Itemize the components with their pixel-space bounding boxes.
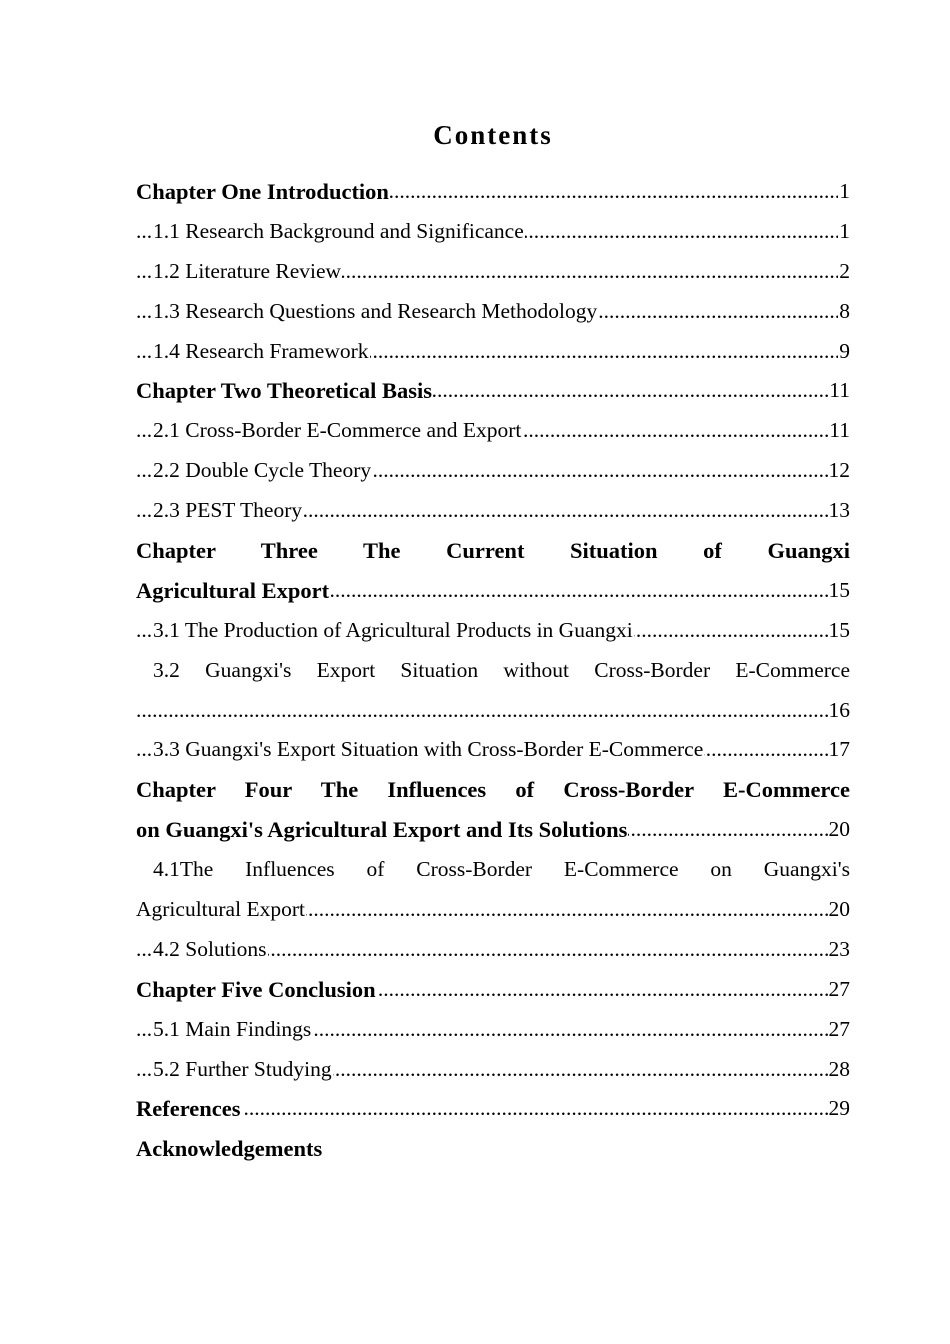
toc-entry-label: 1.2 Literature Review (153, 258, 342, 283)
toc-entry-3-3[interactable] (136, 730, 850, 770)
toc-entry-page: 11 (828, 371, 850, 411)
toc-entry-1-4[interactable] (136, 332, 850, 372)
toc-entry-page: 15 (828, 571, 851, 611)
toc-entry-label: Chapter Five Conclusion (136, 976, 376, 1002)
toc-entry-label: 2.2 Double Cycle Theory (153, 458, 372, 483)
toc-entry-4-2[interactable] (136, 930, 850, 970)
toc-entry-label: on Guangxi's Agricultural Export and Its Solutions (136, 817, 628, 843)
toc-entry-5-2[interactable] (136, 1050, 850, 1090)
toc-entry-3-2-line2[interactable] (136, 691, 850, 731)
toc-entry-2-3[interactable] (136, 491, 850, 531)
toc-entry-label: References (136, 1096, 241, 1122)
toc-entry-chapter-two[interactable] (136, 371, 850, 411)
toc-entry-page: 1 (838, 212, 850, 252)
toc-entry-references[interactable] (136, 1089, 850, 1129)
toc-entry-page: 15 (828, 611, 851, 651)
toc-entry-label: 5.2 Further Studying (153, 1056, 332, 1081)
toc-entry-label: Chapter Two Theoretical Basis (136, 378, 433, 404)
toc-entry-page: 17 (828, 730, 851, 770)
toc-entry-page: 9 (838, 332, 850, 372)
toc-entry-4-1-line1[interactable]: 4.1The Influences of Cross-Border E-Commerce on Guangxi's (153, 857, 850, 882)
toc-entry-label: 3.1 The Production of Agricultural Products in Guangxi (153, 617, 633, 642)
toc-entry-label: 2.1 Cross-Border E-Commerce and Export (153, 418, 522, 443)
toc-entry-3-2-line1[interactable]: 3.2 Guangxi's Export Situation without Cross-Border E-Commerce (153, 657, 850, 682)
toc-entry-label: 4.2 Solutions (153, 936, 267, 961)
toc-entry-label: 2.3 PEST Theory (153, 498, 303, 523)
toc-entry-page: 27 (828, 1010, 851, 1050)
toc-entry-chapter-three-line1[interactable]: Chapter Three The Current Situation of Guangxi (136, 538, 850, 564)
toc-entry-page: 20 (828, 890, 851, 930)
toc-entry-label: 1.3 Research Questions and Research Methodology (153, 298, 598, 323)
toc-entry-label: 5.1 Main Findings (153, 1016, 312, 1041)
toc-entry-label: Chapter One Introduction (136, 179, 389, 204)
toc-entry-page: ..... 16 (828, 691, 851, 731)
toc-entry-4-1-line2[interactable] (136, 890, 850, 930)
toc-entry-1-2[interactable] (136, 252, 850, 292)
toc-entry-label (136, 698, 137, 722)
toc-entry-chapter-three-line2[interactable] (136, 571, 850, 611)
page-title: Contents (433, 120, 553, 150)
toc-entry-label: 1.4 Research Framework (153, 338, 369, 363)
toc-entry-label: Acknowledgements (136, 1136, 323, 1162)
toc-entry-page: 29 (828, 1089, 851, 1129)
toc-entry-label: Agricultural Export (136, 897, 305, 922)
toc-entry-label: 3.3 Guangxi's Export Situation with Cross-Border E-Commerce (153, 737, 704, 762)
toc-entry-page: 2 (838, 252, 850, 292)
toc-page (136, 112, 850, 1169)
toc-entry-chapter-four-line2[interactable] (136, 810, 850, 850)
toc-entry-page: 12 (828, 451, 851, 491)
toc-entry-page: 27 (828, 970, 851, 1010)
toc-entry-1-1[interactable] (136, 212, 850, 252)
toc-entry-acknowledgements[interactable] (136, 1129, 850, 1169)
toc-entry-page: 13 (828, 491, 851, 531)
toc-entry-label: 1.1 Research Background and Significance (153, 218, 524, 243)
toc-entry-2-2[interactable] (136, 451, 850, 491)
toc-entry-page: 1 (838, 172, 850, 212)
toc-entry-chapter-five[interactable] (136, 970, 850, 1010)
toc-entry-1-3[interactable] (136, 292, 850, 332)
table-of-contents (136, 172, 850, 1169)
toc-entry-page: 28 (828, 1050, 851, 1090)
toc-entry-page: 11 (828, 411, 850, 451)
toc-entry-label: Agricultural Export (136, 577, 330, 603)
toc-entry-page: 20 (828, 810, 851, 850)
toc-entry-5-1[interactable] (136, 1010, 850, 1050)
toc-entry-page: 8 (838, 292, 850, 332)
toc-entry-2-1[interactable] (136, 411, 850, 451)
toc-entry-page: 23 (828, 930, 851, 970)
toc-entry-chapter-four-line1[interactable]: Chapter Four The Influences of Cross-Border E-Commerce (136, 777, 850, 803)
toc-entry-chapter-one[interactable] (136, 172, 850, 212)
toc-entry-3-1[interactable] (136, 611, 850, 651)
